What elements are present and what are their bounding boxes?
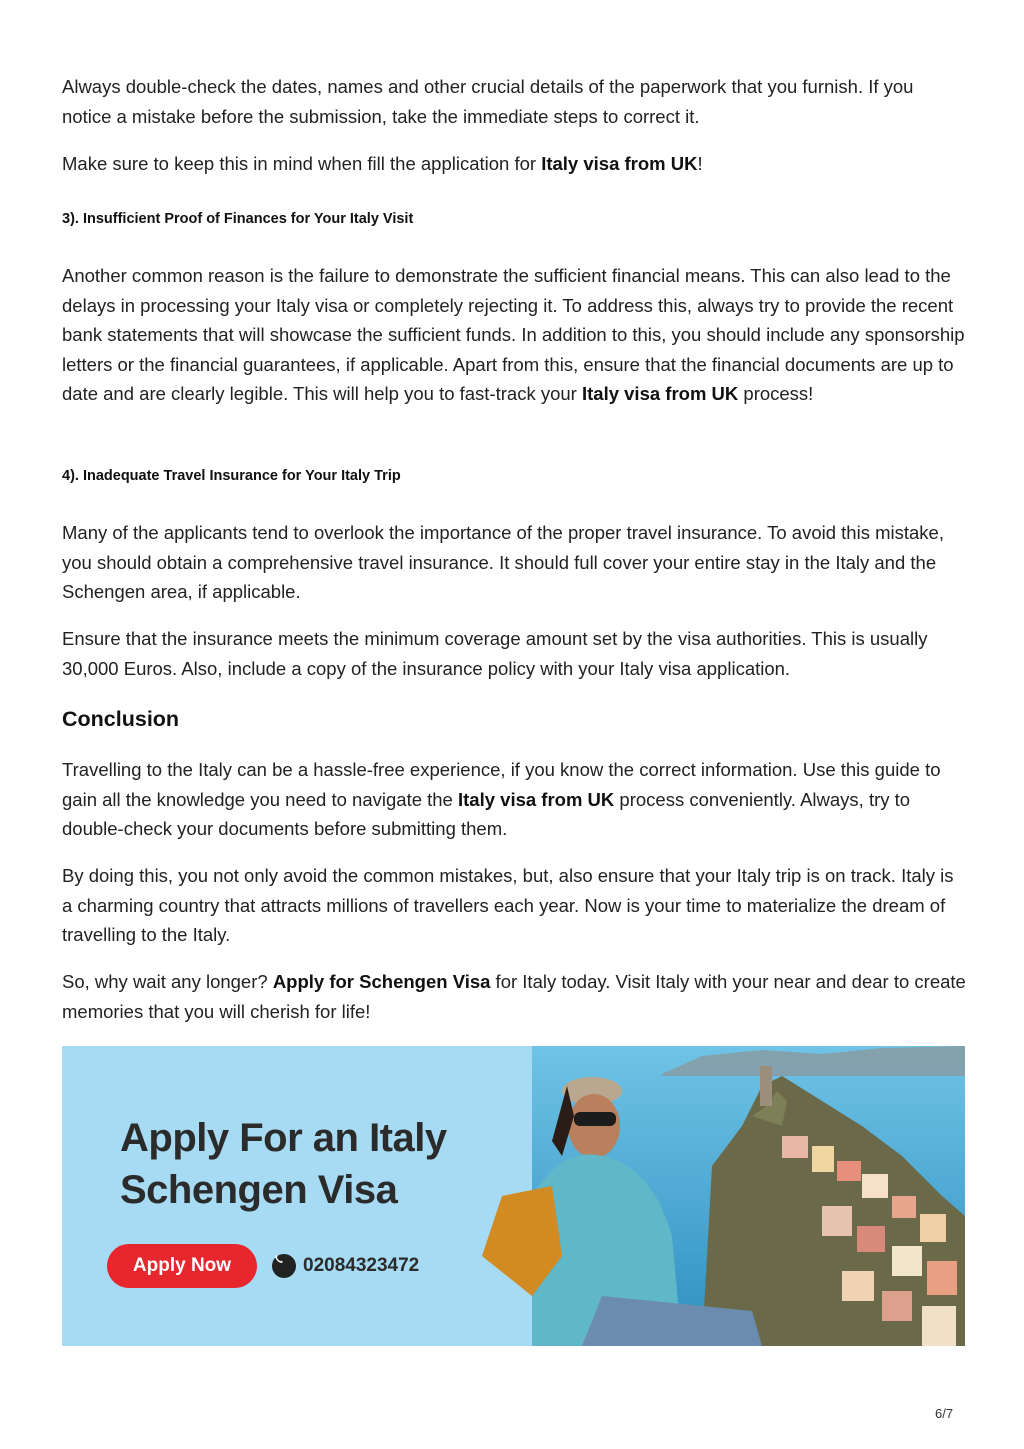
page-number: 6/7 (935, 1406, 954, 1421)
banner-title-line2: Schengen Visa (120, 1168, 398, 1212)
text: process! (738, 383, 814, 404)
conclusion-heading: Conclusion (62, 707, 180, 731)
paragraph (62, 755, 966, 844)
section-heading-4: 4). Inadequate Travel Insurance for Your Italy Trip (62, 468, 401, 484)
paragraph (62, 967, 966, 1026)
apply-now-button[interactable]: Apply Now (107, 1244, 257, 1288)
paragraph: By doing this, you not only avoid the common mistakes, but, also ensure that your Italy trip is on track. Italy is a charming country that attracts millions of travellers each year. Now is your time to materialize the dream of travelling to the Italy. (62, 865, 954, 945)
phone-number: 02084323472 (303, 1255, 420, 1276)
text: ! (697, 153, 703, 174)
text: Make sure to keep this in mind when fill the application for (62, 153, 542, 174)
banner-phone[interactable] (272, 1252, 419, 1280)
link-italy-visa: Italy visa from UK (581, 383, 739, 404)
apply-visa-banner[interactable] (62, 1046, 965, 1346)
link-italy-visa: Italy visa from UK (458, 788, 615, 810)
whatsapp-icon (272, 1254, 296, 1278)
paragraph (62, 261, 966, 409)
section-heading-3: 3). Insufficient Proof of Finances for Your Italy Visit (62, 211, 414, 227)
paragraph (62, 149, 966, 179)
text: Travelling to the Italy can be a hassle-free experience, if you know the correct information. Use this guide to gain all the knowledge you need to navigate the (62, 759, 941, 810)
text: So, why wait any longer? (62, 971, 273, 992)
text: process conveniently. Always, try to double-check your documents before submitting them. (62, 788, 911, 839)
paragraph: Many of the applicants tend to overlook the importance of the proper travel insurance. To avoid this mistake, you should obtain a comprehensive travel insurance. It should full cover your entire stay in the Italy and the Schengen area, if applicable. (62, 522, 944, 602)
paragraph: Always double-check the dates, names and other crucial details of the paperwork that you furnish. If you notice a mistake before the submission, take the immediate steps to correct it. (62, 76, 914, 127)
text: for Italy today. Visit Italy with your near and dear to create memories that you will cherish for life! (62, 971, 966, 1022)
link-italy-visa: Italy visa from UK (541, 153, 698, 174)
link-apply-schengen: Apply for Schengen Visa (272, 971, 491, 992)
paragraph: Ensure that the insurance meets the minimum coverage amount set by the visa authorities. This is usually 30,000 Euros. Also, include a copy of the insurance policy with your Italy visa application. (62, 628, 928, 679)
banner-title (120, 1112, 447, 1216)
text: Another common reason is the failure to demonstrate the sufficient financial means. This can also lead to the delays in processing your Italy visa or completely rejecting it. To address this, always try to provide the recent bank statements that will showcase the sufficient funds. In addition to this, you should include any sponsorship letters or the financial guarantees, if applicable. Apart from this, ensure that the financial documents are up to date and are clearly legible. This will help you to fast-track your (62, 265, 965, 404)
banner-title-line1: Apply For an Italy (120, 1116, 447, 1160)
